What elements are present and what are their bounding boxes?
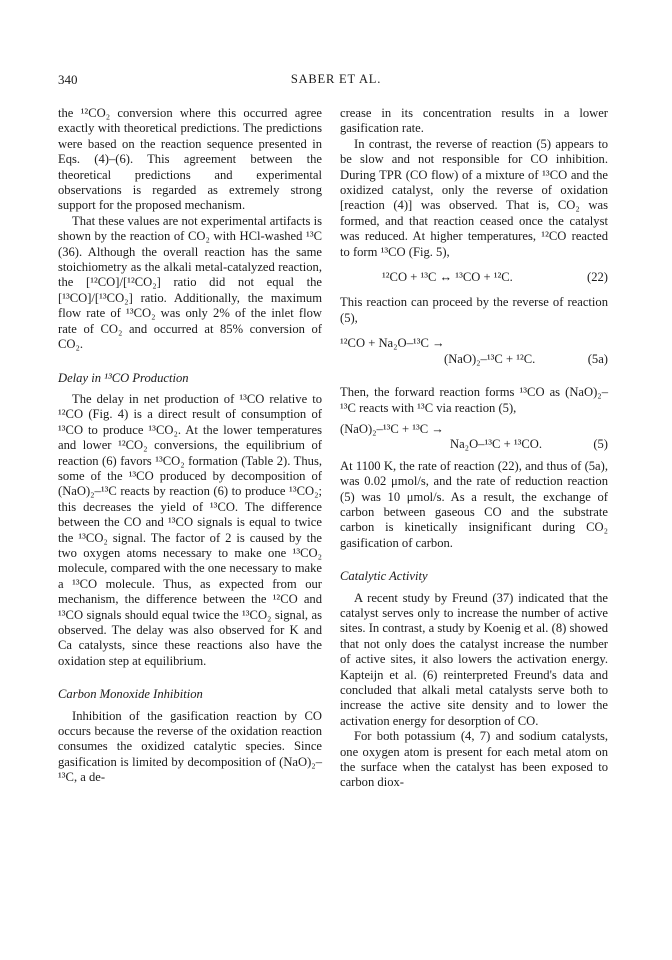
equation-5 xyxy=(340,422,608,453)
paragraph: This reaction can proceed by the reverse of reaction (5), xyxy=(340,295,608,325)
section-heading: Catalytic Activity xyxy=(340,569,428,584)
paragraph: Inhibition of the gasification reaction by CO occurs because the reverse of the oxidation reaction consumes the oxidized catalytic species. Since gasification is limited by decomposition of (NaO)₂–¹³C, a de- xyxy=(58,708,322,785)
paragraph: That these values are not experimental artifacts is shown by the reaction of CO₂ with HCl-washed ¹³C (36). Although the overall reaction has the same stoichiometry as the alkali metal-catalyzed reaction, the [¹²CO]/[¹²CO₂] ratio did not equal the [¹³CO]/[¹³CO₂] ratio. Additionally, the maximum flow rate of ¹³CO₂ was only 2% of the inlet flow rate of CO₂ and occurred at 85% conversion of CO₂. xyxy=(58,213,322,352)
equation-text: ¹²CO + ¹³C ↔ ¹³CO + ¹²C. xyxy=(382,270,513,285)
equation-text: (NaO)₂–¹³C + ¹³C → xyxy=(340,421,444,436)
paragraph: In contrast, the reverse of reaction (5) appears to be slow and not responsible for CO inhibition. During TPR (CO flow) of a mixture of ¹³CO and the oxidized catalyst, only the reverse of oxidation [reaction (4)] was observed. That is, CO₂ was formed, and that reaction ceased once the catalyst was reduced. At higher temperatures, ¹²CO reacted to form ¹³CO (Fig. 5), xyxy=(340,136,608,259)
equation-text: Na₂O–¹³C + ¹³CO. xyxy=(450,437,543,452)
paragraph: The delay in net production of ¹³CO relative to ¹²CO (Fig. 4) is a direct result of consumption of ¹³CO to produce ¹³CO₂. At the lower temperatures and lower ¹²CO₂ conversions, the equilibrium of reaction (6) favors ¹³CO₂ formation (Table 2). Thus, some of the ¹³CO produced by decomposition of (NaO)₂–¹³C reacts by reaction (6) to produce ¹³CO₂; this decreases the yield of ¹³CO. The difference between the CO and ¹³CO signals is equal to twice the ¹³CO₂ signal. The factor of 2 is caused by the two oxygen atoms necessary to make one ¹³CO₂ molecule, compared with the one necessary to make a ¹³CO molecule. Thus, as expected from our mechanism, the difference between the ¹²CO and ¹³CO signals should equal twice the ¹³CO₂ signal, as observed. The delay was also observed for K and Ca catalysts, since these reactions also have the oxidation step at equilibrium. xyxy=(58,391,322,668)
running-title: SABER ET AL. xyxy=(290,72,382,86)
paragraph: At 1100 K, the rate of reaction (22), and thus of (5a), was 0.02 μmol/s, and the rate of reduction reaction (5) was 10 μmol/s. As a result, the exchange of carbon between gaseous CO and the substrate carbon is kinetically insignificant during CO₂ gasification of carbon. xyxy=(340,458,608,550)
equation-5a xyxy=(340,336,608,367)
paragraph: Then, the forward reaction forms ¹³CO as (NaO)₂–¹³C reacts with ¹³C via reaction (5), xyxy=(340,385,608,415)
paragraph: crease in its concentration results in a lower gasification rate. xyxy=(340,106,608,136)
right-column xyxy=(340,106,608,791)
equation-text: (NaO)₂–¹³C + ¹²C. xyxy=(444,351,536,366)
page-header xyxy=(0,72,672,92)
page-number: 340 xyxy=(58,72,78,87)
paragraph: A recent study by Freund (37) indicated that the catalyst serves only to increase the number of active sites. In contrast, a study by Koenig et al. (8) showed that not only does the catalyst increase the number of active sites, it also lowers the activation energy. Kapteijn et al. (6) reinterpreted Freund's data and concluded that alkali metal catalysts serve both to increase the active site density and to lower the activation energy for desorption of CO. xyxy=(340,590,608,728)
paragraph: the ¹²CO₂ conversion where this occurred agree exactly with theoretical predictions. The predictions were based on the reaction sequence presented in Eqs. (4)–(6). This agreement between the theoretical predictions and experimental observations is regarded as extremely strong support for the proposed mechanism. xyxy=(58,106,322,213)
equation-number: (5) xyxy=(593,437,608,452)
equation-number: (5a) xyxy=(587,351,608,366)
equation-22 xyxy=(340,270,608,285)
section-heading: Delay in ¹³CO Production xyxy=(58,370,189,385)
equation-text: ¹²CO + Na₂O–¹³C → xyxy=(340,336,445,351)
section-heading: Carbon Monoxide Inhibition xyxy=(58,687,203,702)
left-column xyxy=(58,106,322,786)
paragraph: For both potassium (4, 7) and sodium catalysts, one oxygen atom is present for each metal atom on the surface when the catalyst has been exposed to carbon diox- xyxy=(340,729,608,790)
equation-number: (22) xyxy=(587,270,608,285)
